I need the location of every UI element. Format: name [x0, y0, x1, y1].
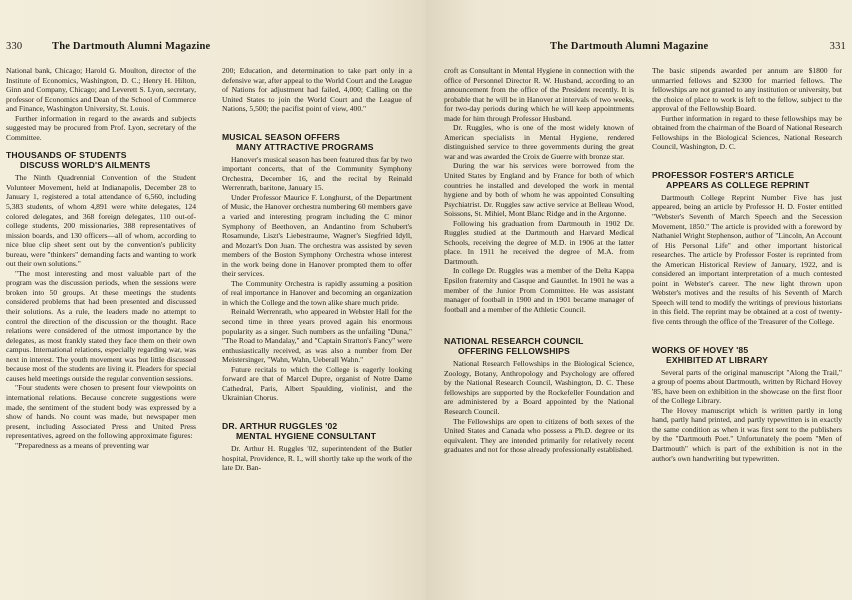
paragraph: "Four students were chosen to present four viewpoints on international relations. Because concrete suggestions were made, the sentiment of the student body was expressed by a show of hands. No count was made, but newspaper men present, including Associated Press and United Press representatives, agreed on the following approximate figures:	[6, 383, 196, 441]
paragraph: National Research Fellowships in the Biological Science, Zoology, Botany, Anthropology and Psychology are offered by the National Research Council, Washington, D. C. These fellowships are supported by the Rockefeller Foundation and are administered by a Board appointed by the National Research Council.	[444, 359, 634, 416]
heading-line: EXHIBITED AT LIBRARY	[666, 354, 768, 365]
paragraph: The Community Orchestra is rapidly assuming a position of real importance in Hanover and becoming an organization in which the College and the town alike share much pride.	[222, 278, 412, 307]
article-heading-hovey	[652, 345, 842, 365]
paragraph: The Fellowships are open to citizens of both sexes of the United States and Canada who possess a Ph.D. degree or its equivalent. They are intended primarily for relatively recent graduates and not for those already professionally established.	[444, 416, 634, 455]
paragraph: Under Professor Maurice F. Longhurst, of the Department of Music, the Hanover orchestra numbering 60 members gave a varied and interesting program including the C minor Symphony of Beethoven, an Andantino from Schubert's Rosamunde, Liszt's Liebestraume, Wagner's Siegfried Idyll, and Mozart's Don Juan. The orchestra was assisted by seven members of the Boston Symphony Orchestra whose interest in the work being done in Hanover prompted them to offer their services.	[222, 192, 412, 279]
article-heading-research	[444, 336, 634, 356]
paragraph: Dr. Arthur H. Ruggles '02, superintendent of the Butler hospital, Providence, R. I., will shortly take up the work of the late Dr. Ban-	[222, 443, 412, 473]
heading-line: THOUSANDS OF STUDENTS	[6, 150, 127, 161]
paragraph: Future recitals to which the College is eagerly looking forward are that of Marcel Dupre, organist of Notre Dame Cathedral, Paris, Albert Spaulding, violinist, and the Ukrainian Chorus.	[222, 364, 412, 403]
heading-line: DR. ARTHUR RUGGLES '02	[222, 420, 338, 431]
heading-line: MANY ATTRACTIVE PROGRAMS	[236, 141, 374, 152]
left-column-1	[6, 66, 196, 450]
left-column-2	[222, 66, 412, 473]
heading-line: DISCUSS WORLD'S AILMENTS	[20, 160, 151, 171]
heading-line: PROFESSOR FOSTER'S ARTICLE	[652, 169, 795, 180]
heading-line: OFFERING FELLOWSHIPS	[458, 346, 570, 357]
paragraph: Reinald Werrenrath, who appeared in Webster Hall for the second time in three years proved again his enormous popularity as a singer. Such numbers as the unfailing "Duna," "The Road to Mandalay," and "Captain Stratton's Fancy" were enthusiastically received, as was also a number from Der Meistersinger, "Wahn, Wahn, Ueberall Wahn."	[222, 307, 412, 365]
heading-line: NATIONAL RESEARCH COUNCIL	[444, 336, 584, 347]
left-page-number: 330	[6, 41, 23, 52]
right-page	[426, 0, 852, 600]
left-running-head	[0, 41, 426, 55]
right-column-1	[444, 66, 634, 455]
paragraph: Dartmouth College Reprint Number Five has just appeared, being an article by Professor H. D. Foster entitled "Webster's Seventh of March Speech and the Secession Movement, 1850." The article is provided with a foreword by Nathaniel Wright Stephenson, author of "Lincoln, An Account of His Personal Life" and other important historical researches. The article by Professor Foster is reprinted from the American Historical Review of January, 1922, and is considered an important interpretation of a much contested point in Webster's career. The new light thrown upon Webster's motives and the results of his Seventh of March Speech will tend to modify the writings of previous historians in this field. The reprint may be obtained at a cost of twenty-five cents through the office of the Treasurer of the College.	[652, 192, 842, 327]
article-heading-ruggles	[222, 421, 412, 441]
paragraph: croft as Consultant in Mental Hygiene in connection with the office of Personnel Director R. W. Husband, according to an announcement from the office of the President recently. It is probable that he will be in Hanover at intervals of two weeks, for two-day periods during which he will keep appointments made for him through Professor Husband.	[444, 66, 634, 123]
paragraph: Following his graduation from Dartmouth in 1902 Dr. Ruggles studied at the Dartmouth and Harvard Medical Schools, receiving the degree of M.D. in 1906 at the latter place. In 1911 he received the degree of M.A. from Dartmouth.	[444, 218, 634, 266]
article-heading-music	[222, 132, 412, 152]
paragraph: The Ninth Quadrennial Convention of the Student Volunteer Movement, held at Indianapolis, December 28 to January 1, registered a total attendance of 6,560, including 5,383 students, of whom 4,891 were white delegates, 124 colored delegates, and 368 foreign delegates, 110 out-of-college students, 200 missionaries, 388 representatives of mission boards, and 130 officers—all of whom, according to nice blue clip sheet sent out by the convention's publicity bureau, were "thinkers" demanding facts and wanting to work out their own solutions."	[6, 173, 196, 269]
left-magazine-title: The Dartmouth Alumni Magazine	[52, 41, 211, 52]
article-heading-foster	[652, 170, 842, 190]
right-magazine-title: The Dartmouth Alumni Magazine	[550, 41, 709, 52]
right-column-2	[652, 66, 842, 463]
paragraph: The Hovey manuscript which is written partly in long hand, partly hand printed, and partly typewritten is in exactly the same condition as when it was first sent to the publishers by the "Dartmouth Poet." Unfortunately the poem "Men of Dartmouth" which is part of the exhibition is not in the author's own handwriting but typewritten.	[652, 405, 842, 463]
paragraph: Several parts of the original manuscript "Along the Trail," a group of poems about Dartmouth, written by Richard Hovey '85, have been on exhibition in the showcase on the first floor of the College Library.	[652, 367, 842, 406]
paragraph: National bank, Chicago; Harold G. Moulton, director of the Institute of Economics, Washington, D. C.; Henry H. Hilton, Ginn and Company, Chicago; and Leverett S. Lyon, secretary, professor of Economics and Dean of the School of Commerce and Finance, Washington University, St. Louis.	[6, 66, 196, 114]
right-page-number: 331	[829, 41, 846, 52]
paragraph: Further information in regard to these fellowships may be obtained from the chairman of the Board of National Research Fellowships in the Biological Sciences, National Research Council, Washington, D. C.	[652, 113, 842, 152]
heading-line: MUSICAL SEASON OFFERS	[222, 131, 341, 142]
heading-line: MENTAL HYGIENE CONSULTANT	[236, 430, 377, 441]
paragraph: Hanover's musical season has been featured thus far by two important concerts, that of the Community Symphony Orchestra, December 16, and the recital by Reinald Werrenrath, baritone, January 15.	[222, 154, 412, 193]
paragraph: Dr. Ruggles, who is one of the most widely known of American specialists in Mental Hygiene, rendered distinguished service to three governments during the great war and was awarded the Croix de Guerre with bronze star.	[444, 123, 634, 161]
paragraph: "The most interesting and most valuable part of the program was the discussion periods, when the sessions were broken into 50 groups. At these meetings the students considered problems that had been presented and discussed their solutions. As a rule, the leaders made no attempt to control the direction of the discussion or the thought. Race relations were considered of the utmost importance by the delegates, as most frankly stated they face them on their own campus. International relations, especially regarding war, was next in interest. The youth movement was but little discussed because most of the students are living it. Pleaders for special causes held meetings outside the regular convention sessions.	[6, 268, 196, 383]
paragraph: During the war his services were borrowed from the United States by England and by France for both of which countries he installed and developed the work in mental hygiene and by both of whom he was appointed Consulting Psychiatrist. Dr. Ruggles saw active service at Belleau Wood, Soissons, St. Mihiel, Mont Blanc Ridge and in the Argonne.	[444, 161, 634, 219]
paragraph: The basic stipends awarded per annum are $1800 for unmarried fellows and $2300 for married fellows. The fellowships are not granted to any institution or university, but the choice of place to work is left to the fellow, subject to the approval of the Fellowship Board.	[652, 66, 842, 114]
paragraph: Further information in regard to the awards and subjects suggested may be procured from Prof. Lyon, secretary of the Committee.	[6, 113, 196, 142]
paragraph: "Preparedness as a means of preventing war	[15, 440, 149, 450]
paragraph: In college Dr. Ruggles was a member of the Delta Kappa Epsilon fraternity and Casque and Gauntlet. In 1901 he was a member of the Junior Prom Committee. He was assistant manager of football in 1900 and in 1901 became manager of football and a member of the Athletic Council.	[444, 266, 634, 314]
article-heading-students	[6, 150, 196, 170]
right-running-head	[426, 41, 852, 55]
paragraph: 200; Education, and determination to take part only in a defensive war, after appeal to the World Court and the League of Nations for adjustment had failed, 4,000; Calling on the United States to join the World Court and the League of Nations, 5,500; the pacifist point of view, 400."	[222, 66, 412, 114]
heading-line: WORKS OF HOVEY '85	[652, 344, 749, 355]
heading-line: APPEARS AS COLLEGE REPRINT	[666, 179, 810, 190]
